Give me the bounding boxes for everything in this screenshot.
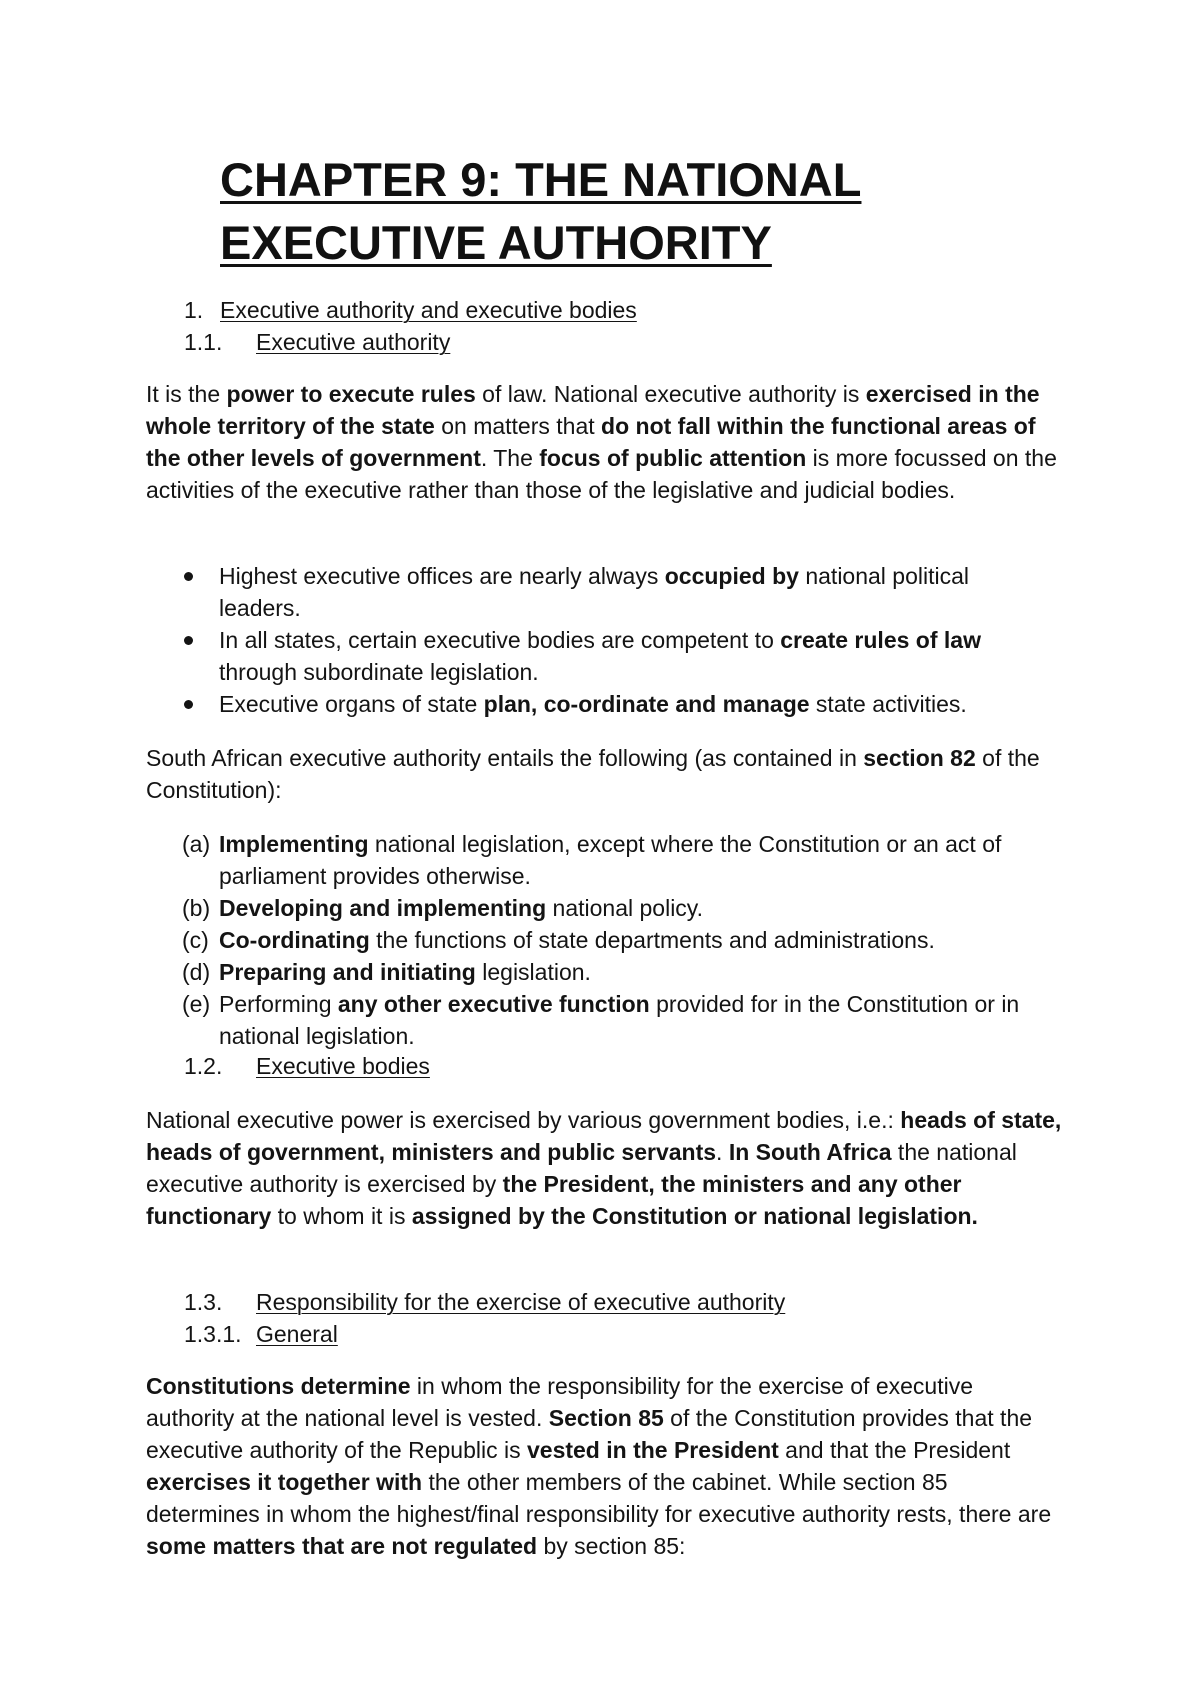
heading-number: 1.1. [184,329,223,355]
list-item: (b) Developing and implementing national policy. [182,892,1062,924]
bullet-item: Highest executive offices are nearly always occupied by national political leaders. [184,560,1054,624]
text: is more focussed on the activities of the executive rather than those of the legislative and judicial bodies. [146,445,1057,503]
list-item: (d) Preparing and initiating legislation. [182,956,1062,988]
bold-text: power to execute rules [226,381,476,407]
list-marker: (d) [182,959,211,985]
text: on matters that [434,413,602,439]
list-marker: (a) [182,831,211,857]
list-item: (c) Co-ordinating the functions of state departments and administrations. [182,924,1062,956]
paragraph-executive-bodies: National executive power is exercised by various government bodies, i.e.: heads of state, heads of government, ministers and public servants. In South Africa the national executive authority is exercised by the President, the ministers and any other functionary to whom it is assigned by the Constitution or national legislation. [146,1107,1062,1229]
bold-text: exercised in the whole territory of the state [146,381,1040,439]
bullet-list [184,560,1054,720]
paragraph-general: Constitutions determine in whom the responsibility for the exercise of executive authority at the national level is vested. Section 85 of the Constitution provides that the executive authority of the Republic is vested in the President and that the President exercises it together with the other members of the cabinet. While section 85 determines in whom the highest/final responsibility for executive authority rests, there are some matters that are not regulated by section 85: [146,1373,1052,1559]
chapter-title: CHAPTER 9: THE NATIONAL EXECUTIVE AUTHORITY [220,153,862,269]
heading-label: Responsibility for the exercise of executive authority [256,1289,786,1315]
text: . The [480,445,540,471]
list-item: (e) Performing any other executive function provided for in the Constitution or in national legislation. [182,988,1062,1052]
list-marker: (b) [182,895,211,921]
heading-label: Executive authority [256,329,451,355]
bold-text: focus of public attention [539,445,807,471]
heading-number: 1.3.1. [184,1321,242,1347]
section-82-list [182,828,1062,1052]
list-marker: (e) [182,991,211,1017]
list-marker: (c) [182,927,209,953]
list-item: (a) Implementing national legislation, except where the Constitution or an act of parliament provides otherwise. [182,828,1062,892]
heading-label: Executive bodies [256,1053,430,1079]
bullet-item: Executive organs of state plan, co-ordinate and manage state activities. [184,688,1054,720]
bold-text: do not fall within the functional areas of the other levels of government [146,413,1036,471]
paragraph-executive-authority [146,378,1066,506]
heading-label: General [256,1321,338,1347]
text: of law. National executive authority is [475,381,866,407]
bullet-icon [184,700,193,709]
heading-number: 1. [184,297,204,323]
heading-label: Executive authority and executive bodies [220,297,637,323]
text: It is the [146,381,227,407]
heading-number: 1.3. [184,1289,223,1315]
bullet-icon [184,636,193,645]
heading-number: 1.2. [184,1053,223,1079]
bullet-icon [184,572,193,581]
bullet-item: In all states, certain executive bodies are competent to create rules of law through subordinate legislation. [184,624,1054,688]
paragraph-section-82: South African executive authority entails the following (as contained in section 82 of the Constitution): [146,745,1040,803]
